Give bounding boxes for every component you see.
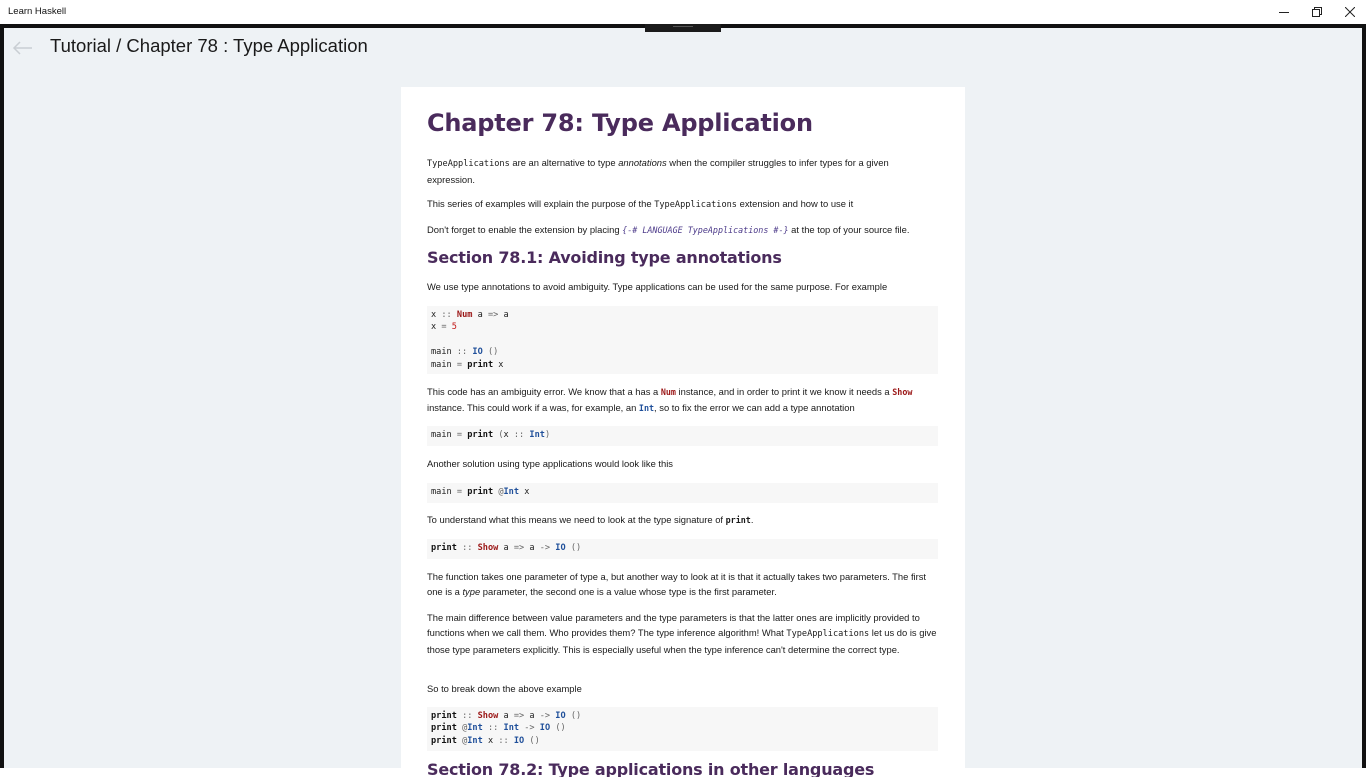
close-button[interactable] [1333, 0, 1366, 24]
code-block-1: x :: Num a => a x = 5 main :: IO () main = print x [427, 306, 938, 374]
title-bar [0, 0, 1366, 24]
restore-button[interactable] [1300, 0, 1333, 24]
section-title: Section 78.1: Avoiding type annotations [427, 248, 782, 267]
breadcrumb: Tutorial / Chapter 78 : Type Application [50, 35, 368, 56]
minimize-button[interactable] [1267, 0, 1300, 24]
drag-handle[interactable] [645, 24, 721, 32]
code-block-5: print :: Show a => a -> IO () print @Int :: Int -> IO () print @Int x :: IO () [427, 707, 938, 751]
code-block-3: main = print @Int x [427, 483, 938, 503]
restore-icon [1312, 7, 1322, 17]
paragraph-difference: The main difference between value parameters and the type parameters is that the latter ones are implicitly provided to functions when we call them. Who provides them? The type inference algorithm! What TypeApplications let us do is give those type parameters explicitly. This is especially useful when the type inference can't determine the correct type. [427, 612, 937, 656]
code-block-2: main = print (x :: Int) [427, 426, 938, 446]
paragraph-intro: TypeApplications are an alternative to type annotations when the compiler struggles to infer types for a given expression. [427, 157, 889, 186]
code-block-4: print :: Show a => a -> IO () [427, 539, 938, 559]
app-title: Learn Haskell [8, 6, 67, 17]
document-panel [401, 87, 965, 777]
chapter-title: Chapter 78: Type Application [427, 109, 813, 137]
paragraph-enable: Don't forget to enable the extension by placing {-# LANGUAGE TypeApplications #-} at the top of your source file. [427, 224, 910, 235]
paragraph-ambiguity: This code has an ambiguity error. We know that a has a Num instance, and in order to print it we know it needs a Show instance. This could work if a was, for example, an Int, so to fix the error we can add a type annotation [427, 386, 913, 414]
section-title-2: Section 78.2: Type applications in other languages [427, 760, 875, 777]
paragraph-solution: Another solution using type applications would look like this [427, 458, 673, 469]
paragraph-breakdown: So to break down the above example [427, 683, 582, 694]
paragraph-annotations: We use type annotations to avoid ambiguity. Type applications can be used for the same purpose. For example [427, 281, 888, 292]
minimize-icon [1279, 7, 1289, 17]
close-icon [1345, 7, 1355, 17]
back-arrow-icon[interactable] [12, 40, 34, 56]
paragraph-signature: To understand what this means we need to look at the type signature of print. [427, 514, 754, 525]
paragraph-series: This series of examples will explain the purpose of the TypeApplications extension and how to use it [427, 198, 854, 210]
paragraph-parameters: The function takes one parameter of type a, but another way to look at it is that it actually takes two parameters. The first one is a type parameter, the second one is a value whose type is the first parameter. [427, 571, 927, 598]
